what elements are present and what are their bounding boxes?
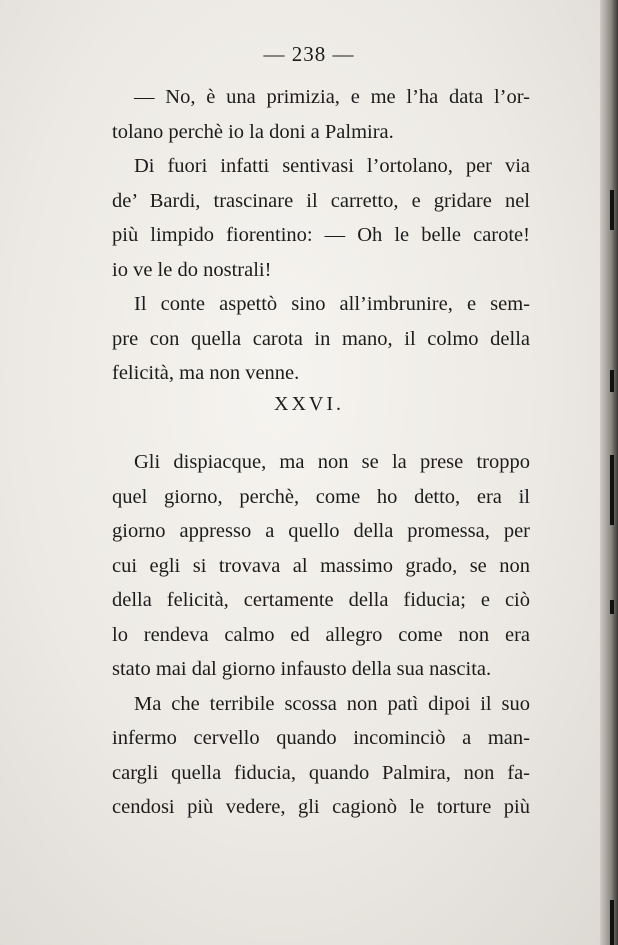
edge-mark xyxy=(610,900,614,945)
edge-mark xyxy=(610,600,614,614)
chapter-heading: XXVI. xyxy=(274,393,344,415)
text-line: Ma che terribile scossa non patì dipoi il suo xyxy=(134,692,530,715)
text-line: giorno appresso a quello della promessa, per xyxy=(112,520,530,542)
text-line: lo rendeva calmo ed allegro come non era xyxy=(112,623,530,646)
page-number: — 238 — xyxy=(263,42,355,66)
text-line: cargli quella fiducia, quando Palmira, non fa- xyxy=(112,761,530,784)
text-line: tolano perchè io la doni a Palmira. xyxy=(112,120,394,143)
text-block-upper xyxy=(112,80,530,391)
text-line: Gli dispiacque, ma non se la prese troppo xyxy=(134,451,530,473)
text-line: felicità, ma non venne. xyxy=(112,362,300,384)
text-line: cendosi più vedere, gli cagionò le torture più xyxy=(112,796,530,818)
text-line: pre con quella carota in mano, il colmo della xyxy=(112,327,530,350)
text-line: quel giorno, perchè, come ho detto, era il xyxy=(112,485,530,508)
edge-mark xyxy=(610,190,614,230)
text-line: Il conte aspettò sino all’imbrunire, e sem- xyxy=(134,293,530,315)
text-line: infermo cervello quando incominciò a man- xyxy=(112,727,530,749)
text-line: della felicità, certamente della fiducia; e ciò xyxy=(112,589,530,611)
text-line: cui egli si trovava al massimo grado, se non xyxy=(112,554,530,577)
page-binding-edge xyxy=(600,0,618,945)
text-line: stato mai dal giorno infausto della sua nascita. xyxy=(112,658,492,680)
edge-mark xyxy=(610,455,614,525)
text-block-lower xyxy=(112,445,530,825)
text-line: — No, è una primizia, e me l’ha data l’or- xyxy=(134,86,530,108)
text-line: de’ Bardi, trascinare il carretto, e gridare nel xyxy=(112,189,530,212)
text-line: Di fuori infatti sentivasi l’ortolano, per via xyxy=(134,155,530,177)
text-line: io ve le do nostrali! xyxy=(112,258,272,281)
edge-mark xyxy=(610,370,614,392)
text-line: più limpido fiorentino: — Oh le belle carote! xyxy=(112,224,530,246)
